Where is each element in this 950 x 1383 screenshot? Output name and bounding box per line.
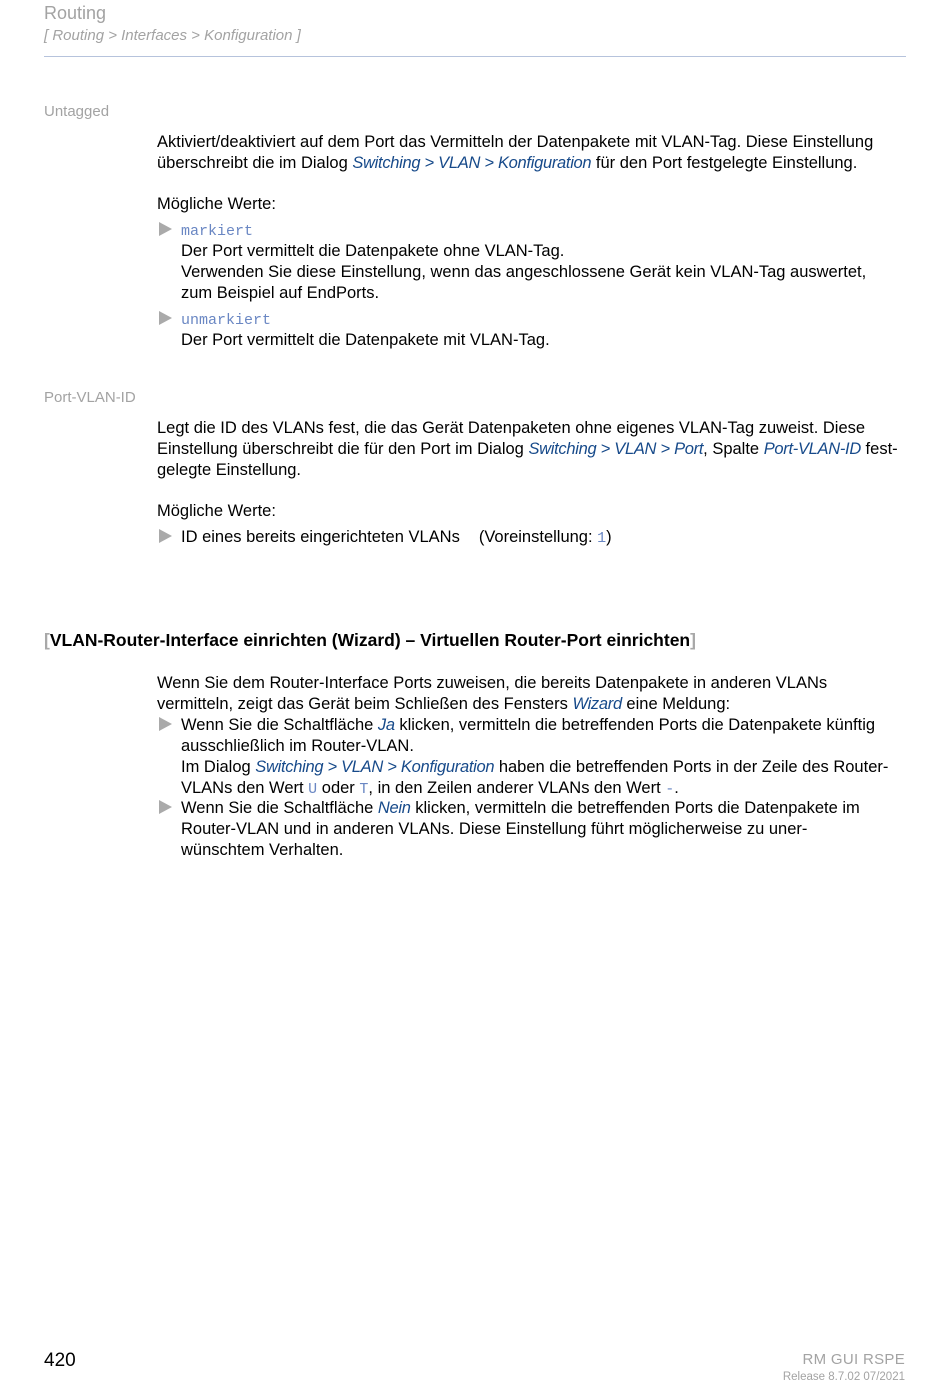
footer-release: Release 8.7.02 07/2021 <box>782 1371 905 1383</box>
text: klicken, vermitteln die betreffenden Ports die Datenpakete künftig <box>394 716 876 734</box>
value-markiert <box>181 220 916 242</box>
bullet-triangle-icon <box>159 717 172 731</box>
button-link-ja[interactable]: Ja <box>377 716 395 734</box>
wizard-intro-line <box>157 694 917 715</box>
text: , Spalte <box>703 440 764 458</box>
bullet-triangle-icon <box>159 311 172 325</box>
value-unmarkiert <box>181 309 916 331</box>
heading-text: VLAN-Router-Interface einrichten (Wizard) – Virtuellen Router-Port einrichten <box>49 630 691 650</box>
bullet-triangle-icon <box>159 222 172 236</box>
bracket: ] <box>690 630 696 650</box>
text: klicken, vermitteln die betreffenden Ports die Datenpakete im <box>410 799 860 817</box>
value-code: U <box>308 781 318 798</box>
bullet-line <box>181 798 916 819</box>
wizard-intro-line: Wenn Sie dem Router-Interface Ports zuweisen, die bereits Datenpakete in anderen VLANs <box>157 674 828 692</box>
bullet-line: Router-VLAN und in anderen VLANs. Diese Einstellung führt möglicherweise zu uner- <box>181 820 808 838</box>
text: (Voreinstellung: <box>478 528 598 546</box>
text: . <box>674 779 679 797</box>
option-text: Der Port vermittelt die Datenpakete ohne VLAN-Tag. <box>181 242 565 260</box>
bullet-line: wünschtem Verhalten. <box>181 841 344 859</box>
value-code: T <box>359 781 369 798</box>
page-number: 420 <box>44 1350 76 1371</box>
untagged-description <box>157 132 917 174</box>
text: Im Dialog <box>181 758 256 776</box>
text: ) <box>606 528 612 546</box>
bullet-triangle-icon <box>159 529 172 543</box>
text: Einstellung überschreibt die für den Port im Dialog <box>157 440 529 458</box>
column-link[interactable]: Port-VLAN-ID <box>763 440 861 458</box>
option-text: zum Beispiel auf EndPorts. <box>181 284 380 302</box>
text: haben die betreffenden Ports in der Zeile des Router- <box>494 758 889 776</box>
pvid-desc-line <box>157 439 917 460</box>
option-text <box>181 527 916 549</box>
text: für den Port festgelegte Einstellung. <box>591 154 858 172</box>
pvid-desc-line: gelegte Einstellung. <box>157 461 302 479</box>
bracket: [ <box>44 630 50 650</box>
option-text: Der Port vermittelt die Datenpakete mit VLAN-Tag. <box>181 331 550 349</box>
text: , in den Zeilen anderer VLANs den Wert <box>368 779 666 797</box>
bullet-triangle-icon <box>159 800 172 814</box>
pvid-desc-line: Legt die ID des VLANs fest, die das Gerät Datenpaketen ohne eigenes VLAN-Tag zuweist. Diese <box>157 419 866 437</box>
values-label: Mögliche Werte: <box>157 195 276 213</box>
text: Wenn Sie die Schaltfläche <box>181 716 378 734</box>
value-code: markiert <box>181 223 254 240</box>
text: Aktiviert/deaktiviert auf dem Port das Vermitteln der Datenpakete mit VLAN-Tag. Diese Einstellung überschreibt die im Dialog <box>157 133 874 172</box>
dialog-link[interactable]: Switching > VLAN > Port <box>528 440 704 458</box>
text: eine Meldung: <box>621 695 731 713</box>
breadcrumb: [ Routing > Interfaces > Konfiguration ] <box>44 27 301 44</box>
bullet-line <box>181 757 916 778</box>
dialog-link[interactable]: Switching > VLAN > Konfiguration <box>255 758 495 776</box>
text: oder <box>317 779 360 797</box>
value-code: - <box>665 781 675 798</box>
bullet-line: ausschließlich im Router-VLAN. <box>181 737 414 755</box>
bullet-line <box>181 715 916 736</box>
values-label: Mögliche Werte: <box>157 502 276 520</box>
header-divider <box>44 56 906 57</box>
footer-doc: RM GUI RSPE <box>802 1351 905 1368</box>
dialog-link[interactable]: Switching > VLAN > Konfiguration <box>352 154 592 172</box>
text: VLANs den Wert <box>181 779 309 797</box>
text: fest- <box>860 440 898 458</box>
term-untagged: Untagged <box>44 103 110 120</box>
section-heading <box>44 630 696 651</box>
value-code: 1 <box>597 530 607 547</box>
option-text: Verwenden Sie diese Einstellung, wenn das angeschlossene Gerät kein VLAN-Tag auswertet, <box>181 263 867 281</box>
button-link-nein[interactable]: Nein <box>377 799 411 817</box>
text: vermitteln, zeigt das Gerät beim Schließen des Fensters <box>157 695 573 713</box>
header-title: Routing <box>44 3 107 23</box>
wizard-link[interactable]: Wizard <box>572 695 622 713</box>
value-code: unmarkiert <box>181 312 272 329</box>
bullet-line <box>181 778 916 800</box>
text: Wenn Sie die Schaltfläche <box>181 799 378 817</box>
term-port-vlan-id: Port-VLAN-ID <box>44 389 136 406</box>
text: ID eines bereits eingerichteten VLANs <box>181 528 460 546</box>
